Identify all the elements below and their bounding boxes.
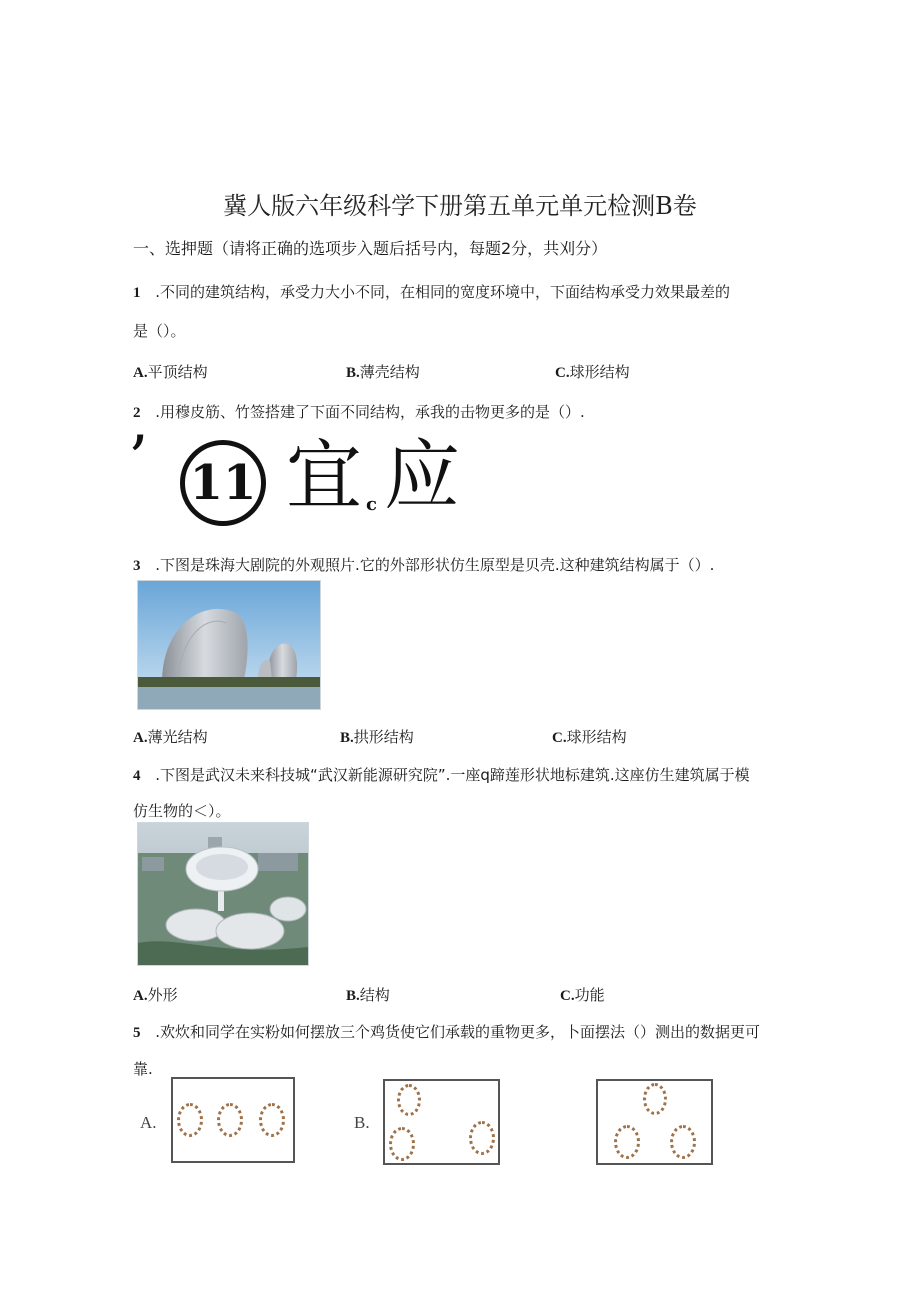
question-text: .欢炊和同学在实粉如何摆放三个鸡货使它们承载的重物更多，卜面摆法（）测出的数据更可 [155,1023,761,1041]
option-text: 外形 [147,986,178,1004]
small-label-c: c [366,494,377,515]
option-text: 拱形结构 [353,728,414,746]
egg-outline-icon [177,1103,203,1137]
question-1 [133,281,730,302]
option-text: 功能 [574,986,605,1004]
egg-outline-icon [217,1103,243,1137]
option-letter: B. [346,988,360,1004]
option-letter: C. [555,365,570,381]
question-number: 1 [133,285,141,301]
egg-layout-b[interactable] [383,1079,500,1165]
structure-glyph-1: 宜 [286,431,362,520]
egg-outline-icon [643,1083,667,1115]
option-letter: A. [133,365,148,381]
egg-outline-icon [397,1084,421,1116]
option-letter: A. [133,730,148,746]
q1-option-b[interactable] [346,361,420,382]
question-5-continuation: 靠. [133,1060,153,1078]
egg-layout-c[interactable] [596,1079,713,1165]
q3-option-a[interactable] [133,726,208,747]
question-text: .下图是珠海大剧院的外观照片.它的外部形状仿生原型是贝壳.这种建筑结构属于（）. [155,556,715,574]
zhuhai-theatre-photo [137,580,321,710]
figure-label-a: A. [140,1113,157,1132]
q3-option-c[interactable] [552,726,627,747]
section-heading: 一、选押题（请将正确的选项步入题后括号内，每题2分，共刈分） [133,239,608,258]
q4-option-b[interactable] [346,984,390,1005]
circled-number-figure [180,440,266,526]
q3-option-b[interactable] [340,726,414,747]
egg-outline-icon [670,1125,696,1159]
option-letter: A. [133,988,148,1004]
egg-outline-icon [469,1121,495,1155]
q4-option-a[interactable] [133,984,178,1005]
page-title: 冀人版六年级科学下册第五单元单元检测B卷 [223,192,697,220]
option-text: 结构 [359,986,390,1004]
option-text: 薄壳结构 [359,363,420,381]
option-letter: C. [552,730,567,746]
q1-option-c[interactable] [555,361,630,382]
egg-layout-a[interactable] [171,1077,295,1163]
question-text: .用穆皮筋、竹签搭建了下面不同结构，承我的击物更多的是（）. [155,403,585,421]
q1-option-a[interactable] [133,361,208,382]
question-2 [133,401,585,422]
option-text: 球形结构 [566,728,627,746]
question-number: 2 [133,405,141,421]
question-text: .下图是武汉未来科技城“武汉新能源研究院”.一座q蹄莲形状地标建筑.这座仿生建筑属于模 [155,766,750,784]
question-5 [133,1021,760,1042]
option-letter: C. [560,988,575,1004]
egg-outline-icon [389,1127,415,1161]
question-3 [133,554,714,575]
question-number: 3 [133,558,141,574]
question-number: 4 [133,768,141,784]
wuhan-institute-photo [137,822,309,966]
option-text: 球形结构 [569,363,630,381]
question-4-continuation: 仿生物的＜）。 [133,802,231,820]
egg-outline-icon [614,1125,640,1159]
option-text: 平顶结构 [147,363,208,381]
apostrophe-mark: ’ [128,423,149,497]
question-4 [133,764,750,785]
question-1-continuation: 是（）。 [133,322,186,340]
option-text: 薄光结构 [147,728,208,746]
question-number: 5 [133,1025,141,1041]
question-text: .不同的建筑结构，承受力大小不同，在相同的宽度环境中，下面结构承受力效果最差的 [155,283,731,301]
circled-number-text: 11 [189,455,257,511]
option-letter: B. [340,730,354,746]
figure-label-b: B. [354,1113,370,1132]
structure-glyph-2: 应 [384,431,460,520]
egg-outline-icon [259,1103,285,1137]
q4-option-c[interactable] [560,984,605,1005]
option-letter: B. [346,365,360,381]
